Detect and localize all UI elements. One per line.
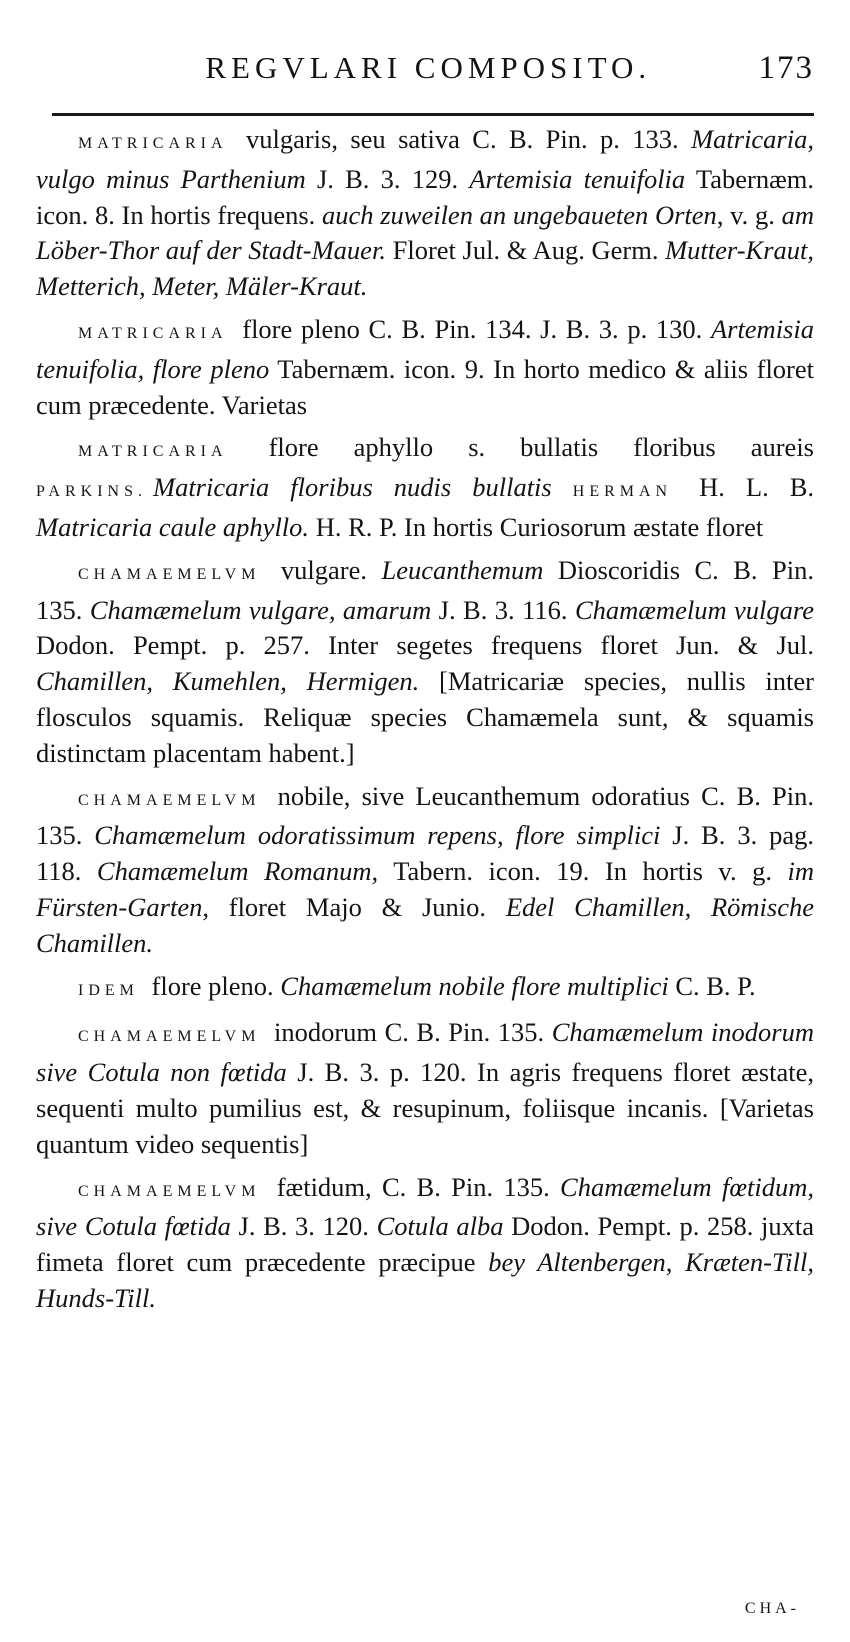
entry-italic: Chamæmelum Romanum, bbox=[96, 856, 379, 887]
entry-chamaemelum-inodorum bbox=[36, 1015, 814, 1162]
entry-italic: Chamæmelum vulgare, amarum bbox=[89, 594, 432, 625]
entry-italic: im Fürsten-Garten, bbox=[36, 856, 814, 922]
entry-heading: MATRICARIA bbox=[78, 324, 228, 342]
entry-text: J. B. 3. p. 120. In agris frequens floret æstate, sequenti multo pumilius est, & resupinum, foliisque incanis. [Varietas quantum video sequentis] bbox=[36, 1057, 814, 1159]
entry-text: flore aphyllo s. bullatis floribus aureis bbox=[233, 432, 814, 463]
entry-italic: bey Altenbergen, Kræten-Till, Hunds-Till. bbox=[36, 1247, 814, 1313]
entry-text: flore pleno C. B. Pin. 134. J. B. 3. p. 130. bbox=[233, 313, 711, 344]
entry-text: vulgare. bbox=[266, 554, 382, 585]
entry-text: C. B. P. bbox=[668, 970, 756, 1001]
entry-text: Floret Jul. & Aug. Germ. bbox=[385, 235, 666, 266]
entry-matricaria-flore-pleno bbox=[36, 312, 814, 423]
entry-italic: am Löber-Thor auf der Stadt-Mauer. bbox=[36, 199, 814, 266]
text-body bbox=[36, 122, 814, 1324]
entry-italic: Chamæmelum fœtidum, sive Cotula fœtida bbox=[36, 1171, 814, 1242]
entry-text: J. B. 3. 116. bbox=[431, 594, 575, 625]
entry-text: vulgaris, seu sativa C. B. Pin. p. 133. bbox=[233, 124, 692, 154]
entry-italic: Matricaria caule aphyllo. bbox=[36, 511, 310, 542]
entry-text: J. B. 3. 129. bbox=[305, 163, 470, 194]
entry-text: Dioscoridis C. B. Pin. 135. bbox=[36, 554, 815, 625]
running-title: REGVLARI COMPOSITO. bbox=[205, 50, 652, 85]
entry-chamaemelum-nobile bbox=[36, 779, 814, 962]
entry-text: Tabernæm. icon. 8. In hortis frequens. bbox=[36, 163, 815, 230]
entry-text: H. R. P. In hortis Curiosorum æstate floret bbox=[309, 511, 764, 542]
entry-heading: CHAMAEMELVM bbox=[78, 565, 261, 583]
entry-text: H. L. B. bbox=[678, 472, 815, 503]
entry-text: , v. g. bbox=[716, 199, 782, 230]
author-smallcaps: HERMAN bbox=[572, 483, 673, 501]
entry-text: J. B. 3. pag. 118. bbox=[36, 820, 814, 887]
entry-heading: CHAMAEMELVM bbox=[78, 1028, 261, 1046]
entry-italic: Mutter-Kraut, Metterich, Meter, Mäler-Kraut. bbox=[36, 235, 815, 302]
entry-italic: Chamæmelum vulgare bbox=[574, 594, 814, 625]
entry-text: Dodon. Pempt. p. 257. Inter segetes frequens floret Jun. & Jul. bbox=[36, 630, 814, 661]
entry-italic: Artemisia tenuifolia, flore pleno bbox=[36, 313, 814, 384]
entry-italic: Chamæmelum odoratissimum repens, flore simplici bbox=[94, 820, 661, 851]
entry-italic: Chamillen, Kumehlen, Hermigen. bbox=[36, 666, 420, 697]
entry-italic: Leucanthemum bbox=[381, 554, 544, 585]
entry-heading: IDEM bbox=[78, 981, 139, 999]
entry-italic: Chamæmelum nobile flore multiplici bbox=[280, 970, 669, 1001]
entry-text: inodorum C. B. Pin. 135. bbox=[266, 1017, 552, 1048]
entry-heading: CHAMAEMELVM bbox=[78, 1182, 261, 1200]
entry-matricaria-vulgaris bbox=[36, 122, 814, 305]
entry-text: Tabern. icon. 19. In hortis v. g. bbox=[378, 856, 788, 887]
page-number: 173 bbox=[758, 50, 814, 86]
entry-italic: Edel Chamillen, Römische Chamillen. bbox=[36, 891, 814, 958]
entry-text: [Matricariæ species, nullis inter flosculos squamis. Reliquæ species Chamæmela sunt, & squamis distinctam placentam habent.] bbox=[36, 666, 814, 768]
entry-heading: MATRICARIA bbox=[78, 135, 228, 152]
entry-text: Tabernæm. icon. 9. In horto medico & aliis floret cum præcedente. Varietas bbox=[36, 353, 815, 420]
entry-italic: Matricaria, vulgo minus Parthenium bbox=[36, 124, 814, 194]
author-smallcaps: PARKINS. bbox=[36, 483, 147, 501]
entry-italic: Matricaria floribus nudis bullatis bbox=[153, 472, 552, 503]
entry-text: J. B. 3. 120. bbox=[230, 1211, 377, 1242]
entry-text: nobile, sive Leucanthemum odoratius C. B. Pin. 135. bbox=[36, 780, 814, 851]
entry-italic: Cotula alba bbox=[376, 1211, 504, 1242]
running-header bbox=[58, 50, 814, 98]
entry-heading: MATRICARIA bbox=[78, 443, 228, 461]
entry-text: fætidum, C. B. Pin. 135. bbox=[266, 1171, 561, 1202]
entry-text: Dodon. Pempt. p. 258. juxta fimeta floret cum præcedente præcipue bbox=[36, 1211, 814, 1278]
entry-italic: Chamæmelum inodorum sive Cotula non fœtida bbox=[36, 1017, 814, 1088]
header-rule bbox=[52, 113, 814, 116]
entry-text: flore pleno. bbox=[144, 970, 281, 1001]
entry-matricaria-aphyllo bbox=[36, 430, 814, 545]
entry-italic: auch zuweilen an ungebaueten Orten bbox=[321, 199, 717, 230]
catchword: CHA- bbox=[744, 1600, 800, 1617]
entry-chamaemelum-vulgare bbox=[36, 553, 814, 772]
entry-heading: CHAMAEMELVM bbox=[78, 791, 261, 809]
entry-chamaemelum-foetidum bbox=[36, 1170, 814, 1317]
entry-idem-flore-pleno bbox=[36, 969, 814, 1009]
entry-text: floret Majo & Junio. bbox=[208, 891, 506, 922]
entry-italic: Artemisia tenuifolia bbox=[469, 163, 686, 194]
